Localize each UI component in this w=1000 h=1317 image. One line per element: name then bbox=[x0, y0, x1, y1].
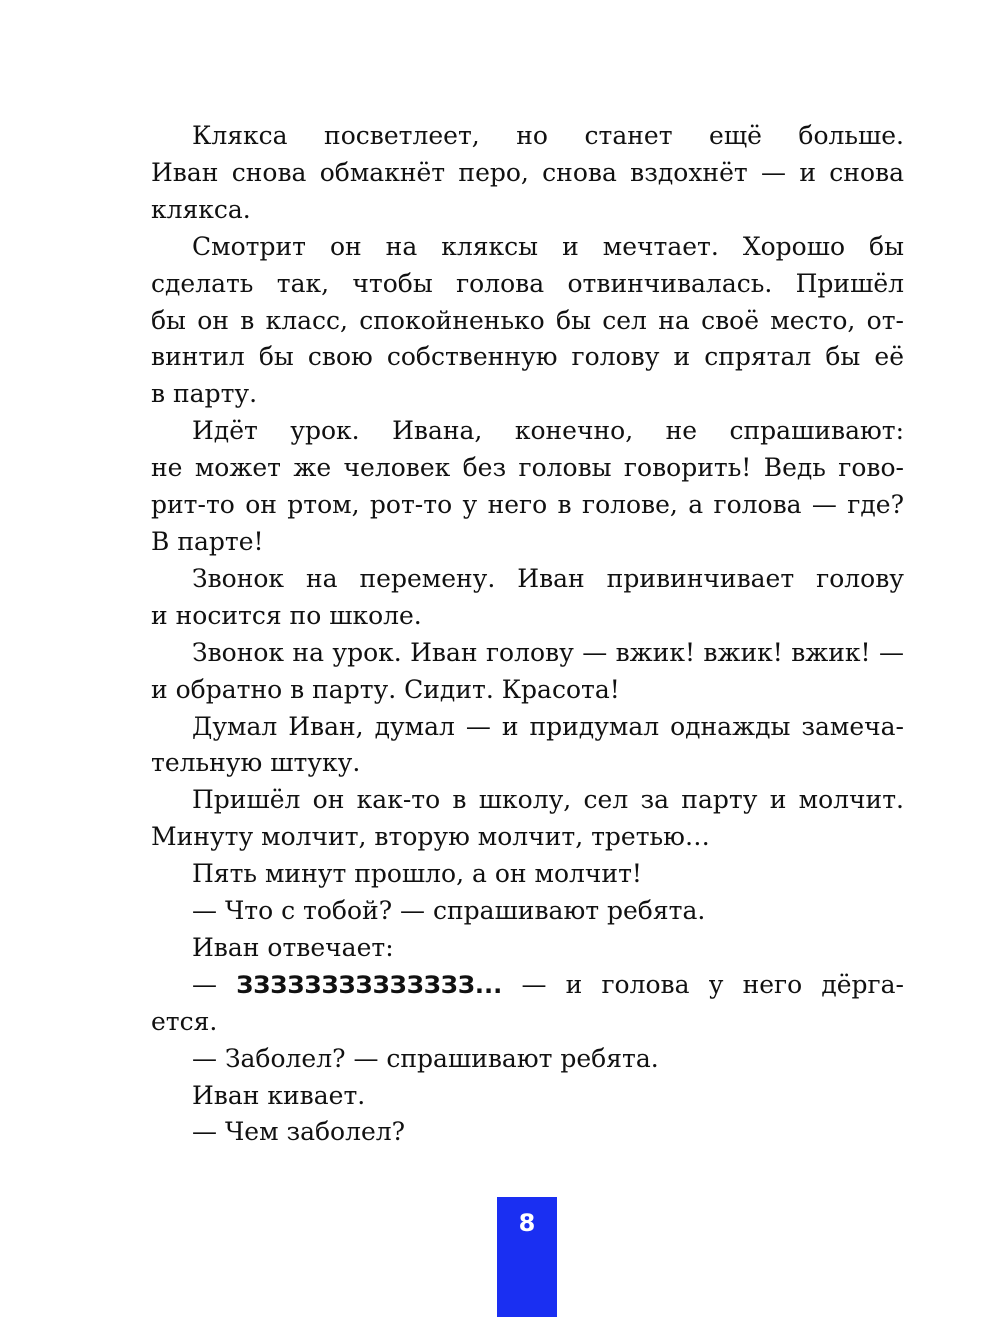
text-line: В парте! bbox=[151, 526, 264, 556]
text-line: Звонок на перемену. Иван привинчивает голову bbox=[192, 563, 904, 593]
dialogue-dash: — bbox=[192, 969, 217, 999]
paragraph bbox=[151, 709, 904, 783]
paragraph bbox=[151, 118, 904, 229]
page-number: 8 bbox=[518, 1209, 536, 1237]
text-line: Смотрит он на кляксы и мечтает. Хорошо бы bbox=[192, 231, 904, 261]
text-line: Идёт урок. Ивана, конечно, не спрашивают: bbox=[192, 416, 904, 446]
dialogue-line bbox=[151, 1114, 904, 1151]
text-line: — Заболел? — спрашивают ребята. bbox=[192, 1043, 659, 1073]
buzz-sound: ЗЗЗЗЗЗЗЗЗЗЗЗЗЗ... bbox=[236, 970, 503, 999]
text-line: Звонок на урок. Иван голову — вжик! вжик! вжик! — bbox=[192, 637, 904, 667]
text-line: тельную штуку. bbox=[151, 748, 361, 778]
paragraph bbox=[151, 856, 904, 893]
dialogue-line bbox=[151, 893, 904, 930]
text-line: клякса. bbox=[151, 194, 251, 224]
text-line: и обратно в парту. Сидит. Красота! bbox=[151, 674, 620, 704]
text-line: винтил бы свою собственную голову и спрятал бы её bbox=[151, 342, 904, 372]
paragraph bbox=[151, 561, 904, 635]
paragraph bbox=[151, 1078, 904, 1115]
paragraph bbox=[151, 413, 904, 561]
text-line: бы он в класс, спокойненько бы сел на своё место, от- bbox=[151, 305, 904, 335]
text-line: не может же человек без головы говорить! Ведь гово- bbox=[151, 453, 904, 483]
text-line: Иван кивает. bbox=[192, 1080, 366, 1110]
paragraph bbox=[151, 782, 904, 856]
text-line: Думал Иван, думал — и придумал однажды замеча- bbox=[192, 711, 904, 741]
text-line: ется. bbox=[151, 1006, 218, 1036]
text-line: сделать так, чтобы голова отвинчивалась. Пришёл bbox=[151, 268, 904, 298]
text-line: Пришёл он как-то в школу, сел за парту и молчит. bbox=[192, 785, 904, 815]
dialogue-line bbox=[151, 1041, 904, 1078]
text-line: в парту. bbox=[151, 379, 258, 409]
dialogue-line bbox=[151, 967, 904, 1041]
text-line bbox=[151, 967, 904, 1004]
text-line: рит-то он ртом, рот-то у него в голове, а голова — где? bbox=[151, 490, 904, 520]
paragraph bbox=[151, 229, 904, 414]
text-line: — Что с тобой? — спрашивают ребята. bbox=[192, 896, 706, 926]
text-line: Иван снова обмакнёт перо, снова вздохнёт — и снова bbox=[151, 157, 904, 187]
text-line: Пять минут прошло, а он молчит! bbox=[192, 859, 642, 889]
text-line: Минуту молчит, вторую молчит, третью… bbox=[151, 822, 710, 852]
paragraph bbox=[151, 930, 904, 967]
text-line: Клякса посветлеет, но станет ещё больше. bbox=[192, 121, 904, 150]
paragraph bbox=[151, 635, 904, 709]
dialogue-rest: — и голова у него дёрга- bbox=[521, 969, 905, 999]
page-number-tab bbox=[497, 1197, 557, 1317]
text-line: Иван отвечает: bbox=[192, 932, 394, 962]
text-line: — Чем заболел? bbox=[192, 1117, 406, 1147]
story-text bbox=[151, 118, 904, 1151]
text-line: и носится по школе. bbox=[151, 600, 422, 630]
